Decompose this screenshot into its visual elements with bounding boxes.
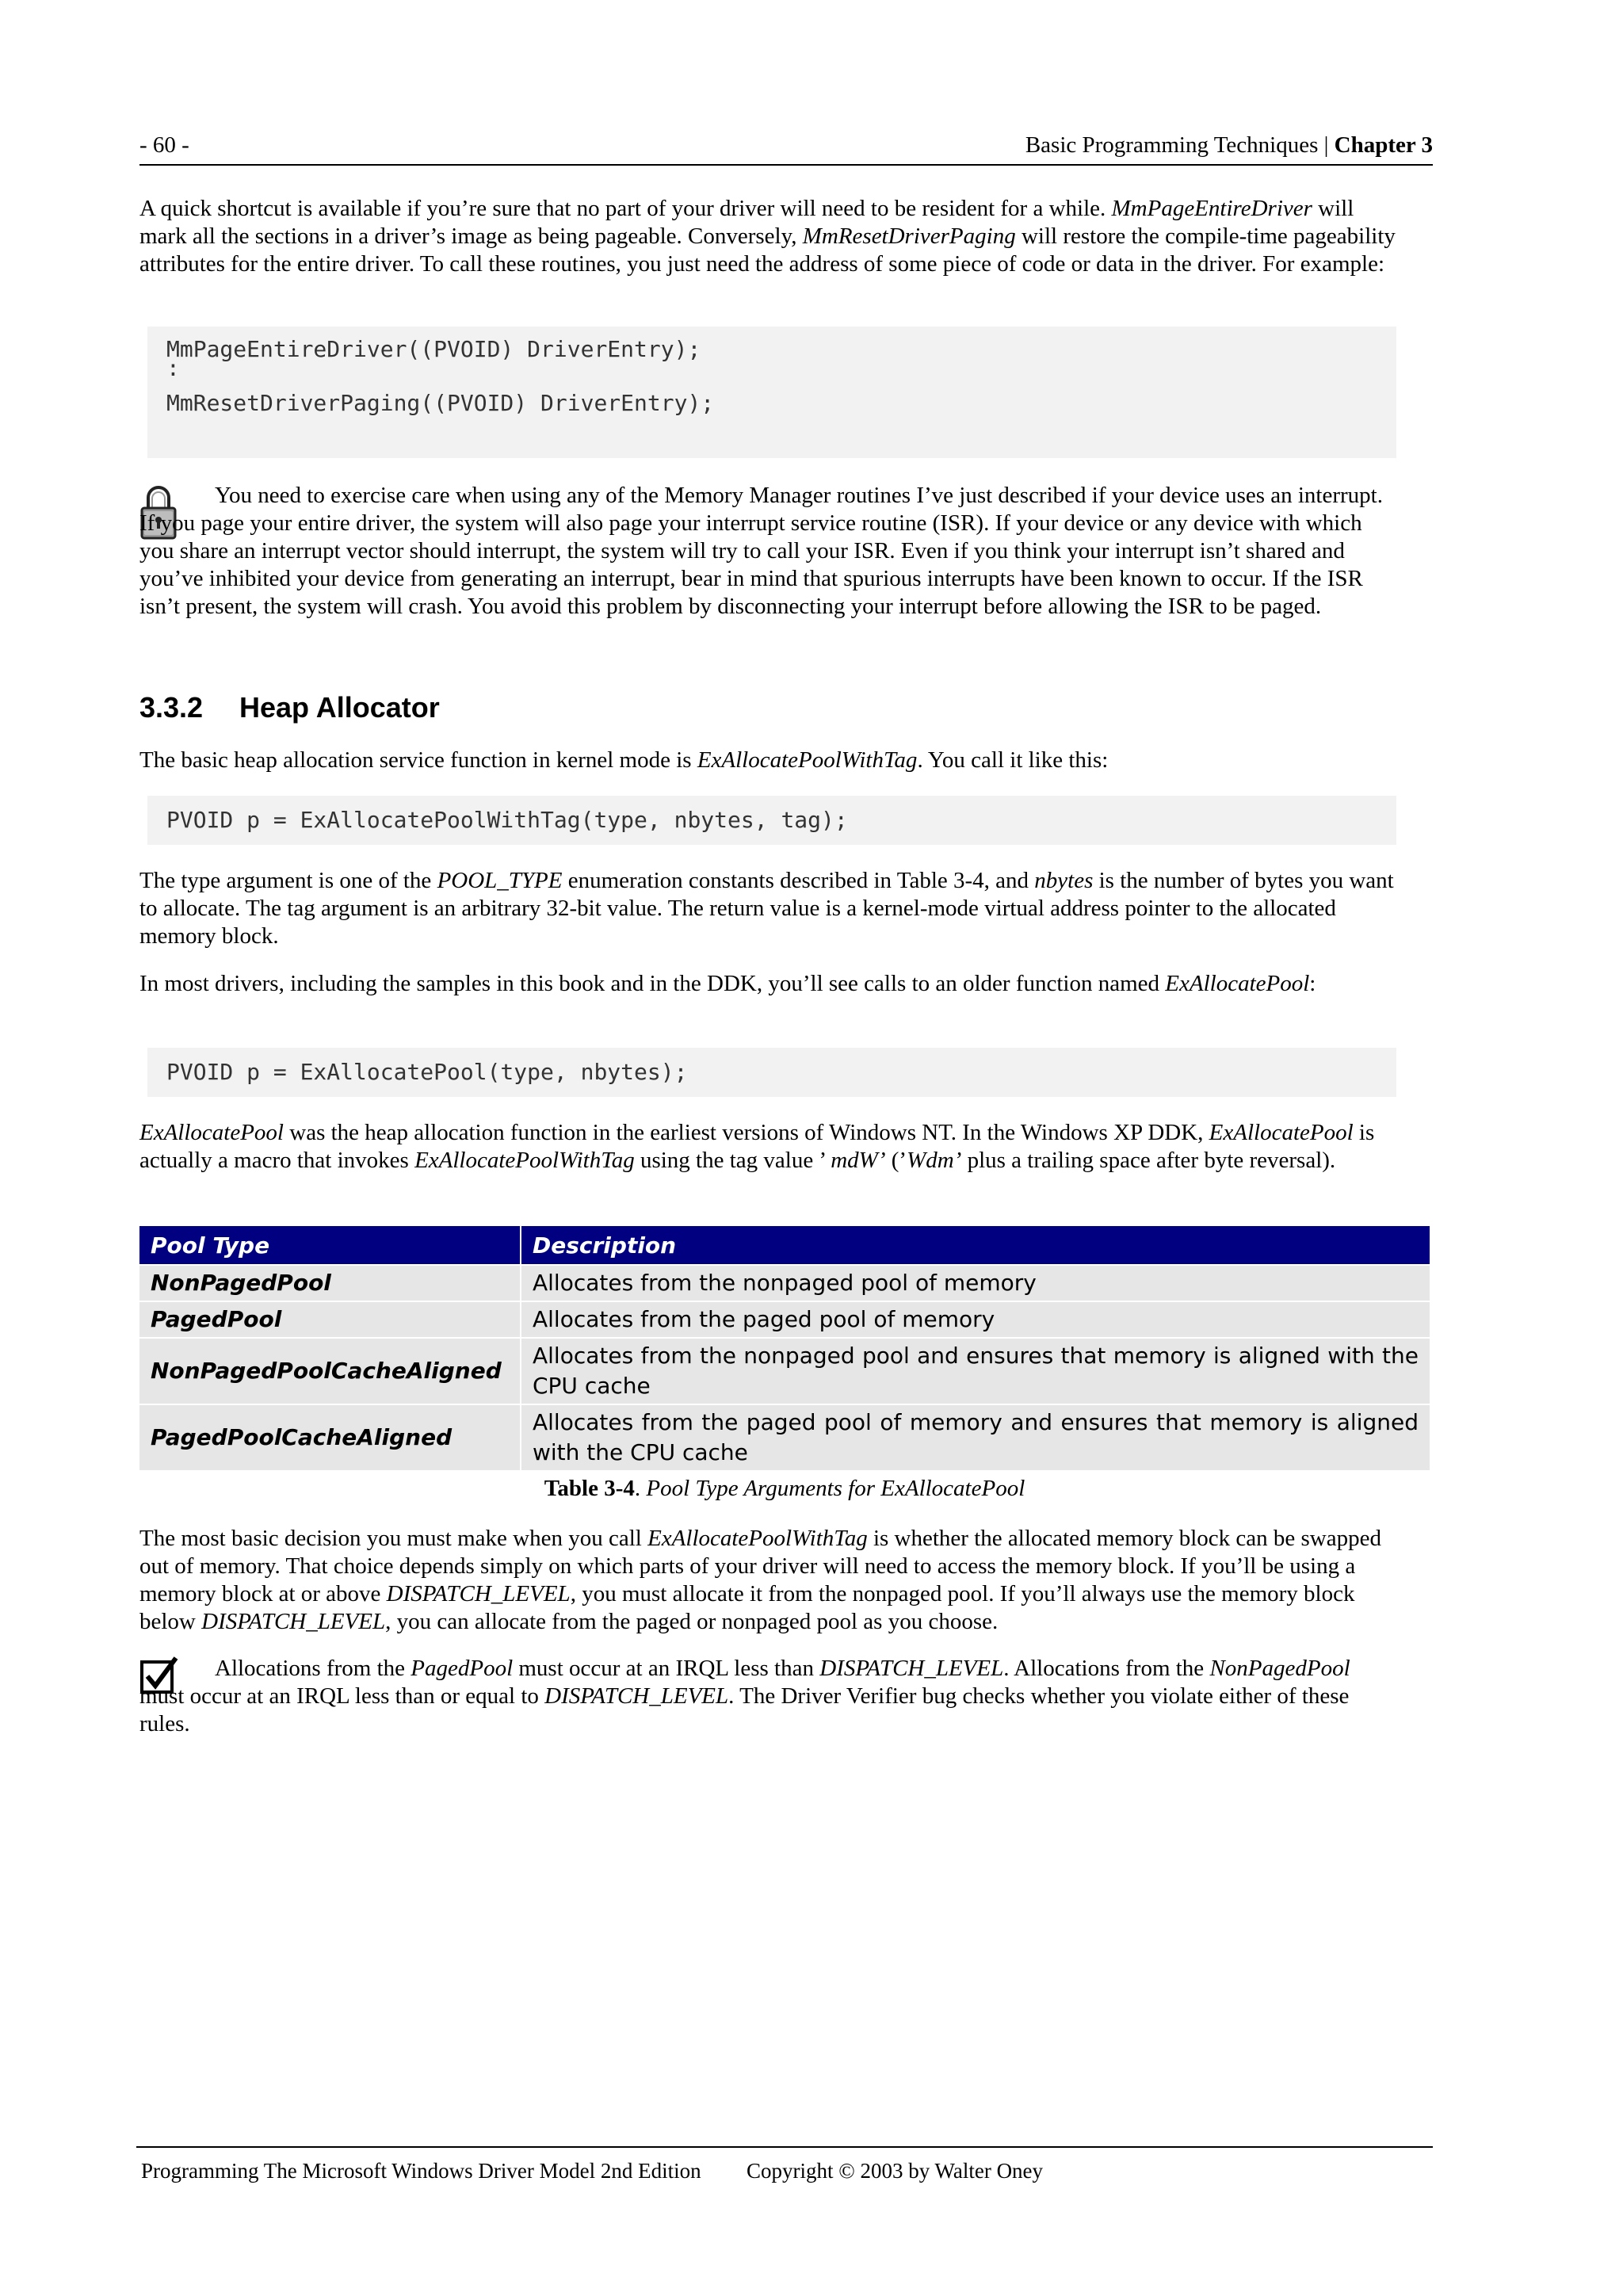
- function-name: ExAllocatePool: [1209, 1120, 1354, 1145]
- pool-name: PagedPool: [411, 1656, 514, 1681]
- footer-copyright: Copyright © 2003 by Walter Oney: [747, 2159, 1044, 2183]
- column-header-pool-type: Pool Type: [139, 1226, 521, 1265]
- parameter-name: nbytes: [1034, 868, 1094, 893]
- text-run: using the tag value ’: [634, 1148, 831, 1173]
- constant-name: DISPATCH_LEVEL: [386, 1581, 571, 1606]
- text-run: :: [1309, 971, 1316, 996]
- code-ellipsis: :: [166, 355, 180, 381]
- running-title: [1025, 132, 1433, 159]
- paragraph-warning-note: You need to exercise care when using any of the Memory Manager routines I’ve just described if your device uses an interrupt. If you page your entire driver, the system will also page your interrupt service routine (ISR). If your device or any device with which you share an interrupt vector should interrupt, the system will try to call your ISR. Even if you think your interrupt isn’t shared and you’ve inhibited your device from generating an interrupt, bear in mind that spurious interrupts have been known to occur. If the ISR isn’t present, the system will crash. You avoid this problem by disconnecting your interrupt before allowing the ISR to be paged.: [139, 483, 1383, 619]
- text-run: In most drivers, including the samples in this book and in the DDK, you’ll see calls to an older function named: [139, 971, 1166, 996]
- caption-text: Pool Type Arguments for ExAllocatePool: [646, 1476, 1025, 1501]
- table-header-row: [139, 1226, 1430, 1265]
- code-line: MmPageEntireDriver((PVOID) DriverEntry);: [166, 336, 701, 362]
- code-line: MmResetDriverPaging((PVOID) DriverEntry);: [166, 390, 715, 416]
- text-run: will restore the compile-time pageability attributes for the entire driver. To call these routines, you just need the address of some piece of code or data in the driver. For example:: [139, 223, 1396, 277]
- description-cell: Allocates from the paged pool of memory and ensures that memory is aligned with the CPU cache: [521, 1404, 1430, 1470]
- text-run: . You call it like this:: [917, 747, 1109, 773]
- page-footer: [136, 2146, 1433, 2183]
- function-name: ExAllocatePoolWithTag: [414, 1148, 635, 1173]
- section-heading: [139, 691, 440, 724]
- pool-name: NonPagedPool: [1209, 1656, 1350, 1681]
- text-run: is whether the allocated memory block can be swapped out of memory. That choice depends simply on which parts of your driver will need to access the memory block. If you’ll be using a memory block at or above: [139, 1526, 1381, 1606]
- text-run: , you can allocate from the paged or nonpaged pool as you choose.: [385, 1609, 999, 1634]
- paragraph-basic-decision: [139, 1525, 1400, 1636]
- table-caption: [139, 1476, 1430, 1502]
- text-run: is the number of bytes you want to allocate. The tag argument is an arbitrary 32-bit value. The return value is a kernel-mode virtual address pointer to the allocated memory block.: [139, 868, 1394, 949]
- text-run: must occur at an IRQL less than: [513, 1656, 820, 1681]
- caption-label: Table 3-4: [544, 1476, 635, 1501]
- code-line: PVOID p = ExAllocatePoolWithTag(type, nbytes, tag);: [166, 807, 848, 833]
- column-header-description: Description: [521, 1226, 1430, 1265]
- text-run: (’: [885, 1148, 907, 1173]
- pool-type-table: [139, 1226, 1430, 1470]
- text-run: Allocations from the: [215, 1656, 411, 1681]
- text-run: The basic heap allocation service function in kernel mode is: [139, 747, 697, 773]
- code-block-allocate-pool: [147, 1048, 1396, 1097]
- table-row: [139, 1404, 1430, 1470]
- text-run: . Allocations from the: [1003, 1656, 1210, 1681]
- tag-value: mdW’: [831, 1148, 886, 1173]
- paragraph-heap-intro: [139, 747, 1400, 774]
- section-title: Basic Programming Techniques |: [1025, 132, 1335, 158]
- caption-separator: .: [634, 1476, 647, 1501]
- description-cell: Allocates from the nonpaged pool of memory: [521, 1265, 1430, 1301]
- paragraph-shortcut: [139, 195, 1400, 278]
- text-run: . The Driver Verifier bug checks whether you violate either of these rules.: [139, 1683, 1350, 1736]
- table-row: [139, 1338, 1430, 1404]
- pool-type-cell: PagedPool: [139, 1301, 521, 1338]
- paragraph-older-function: [139, 970, 1400, 998]
- function-name: ExAllocatePoolWithTag: [697, 747, 918, 773]
- text-run: is actually a macro that invokes: [139, 1120, 1375, 1173]
- description-cell: Allocates from the nonpaged pool and ensures that memory is aligned with the CPU cache: [521, 1338, 1430, 1404]
- page-header: [139, 129, 1433, 166]
- constant-name: DISPATCH_LEVEL: [201, 1609, 386, 1634]
- function-name: ExAllocatePool: [139, 1120, 284, 1145]
- function-name: MmPageEntireDriver: [1111, 196, 1312, 221]
- section-title-text: Heap Allocator: [239, 691, 440, 724]
- paragraph-type-argument: [139, 867, 1400, 950]
- table-row: [139, 1301, 1430, 1338]
- pool-type-cell: PagedPoolCacheAligned: [139, 1404, 521, 1470]
- paragraph-macro-note: [139, 1119, 1400, 1175]
- text-run: The type argument is one of the: [139, 868, 437, 893]
- chapter-label: Chapter 3: [1334, 132, 1433, 158]
- text-run: must occur at an IRQL less than or equal to: [139, 1683, 545, 1709]
- text-run: The most basic decision you must make when you call: [139, 1526, 648, 1551]
- text-run: enumeration constants described in Table 3-4, and: [562, 868, 1035, 893]
- text-run: will mark all the sections in a driver’s image as being pageable. Conversely,: [139, 196, 1354, 249]
- code-block-allocate-with-tag: [147, 796, 1396, 845]
- code-line: PVOID p = ExAllocatePool(type, nbytes);: [166, 1059, 688, 1085]
- type-name: POOL_TYPE: [437, 868, 563, 893]
- pool-type-cell: NonPagedPoolCacheAligned: [139, 1338, 521, 1404]
- description-cell: Allocates from the paged pool of memory: [521, 1301, 1430, 1338]
- table-row: [139, 1265, 1430, 1301]
- footer-book-title: Programming The Microsoft Windows Driver Model 2nd Edition: [141, 2159, 701, 2183]
- text-run: , you must allocate it from the nonpaged pool. If you’ll always use the memory block below: [139, 1581, 1355, 1634]
- function-name: ExAllocatePoolWithTag: [647, 1526, 868, 1551]
- text-run: A quick shortcut is available if you’re sure that no part of your driver will need to be resident for a while.: [139, 196, 1112, 221]
- text-run: was the heap allocation function in the earliest versions of Windows NT. In the Windows XP DDK,: [284, 1120, 1209, 1145]
- paragraph-irql-note: [139, 1655, 1400, 1738]
- code-block-paging: [147, 327, 1396, 458]
- constant-name: DISPATCH_LEVEL: [819, 1656, 1004, 1681]
- section-number: 3.3.2: [139, 691, 204, 724]
- function-name: MmResetDriverPaging: [802, 223, 1016, 249]
- tag-value: Wdm’: [907, 1148, 962, 1173]
- pool-type-cell: NonPagedPool: [139, 1265, 521, 1301]
- function-name: ExAllocatePool: [1165, 971, 1310, 996]
- text-run: plus a trailing space after byte reversal).: [961, 1148, 1336, 1173]
- page-number: - 60 -: [139, 132, 189, 158]
- constant-name: DISPATCH_LEVEL: [544, 1683, 729, 1709]
